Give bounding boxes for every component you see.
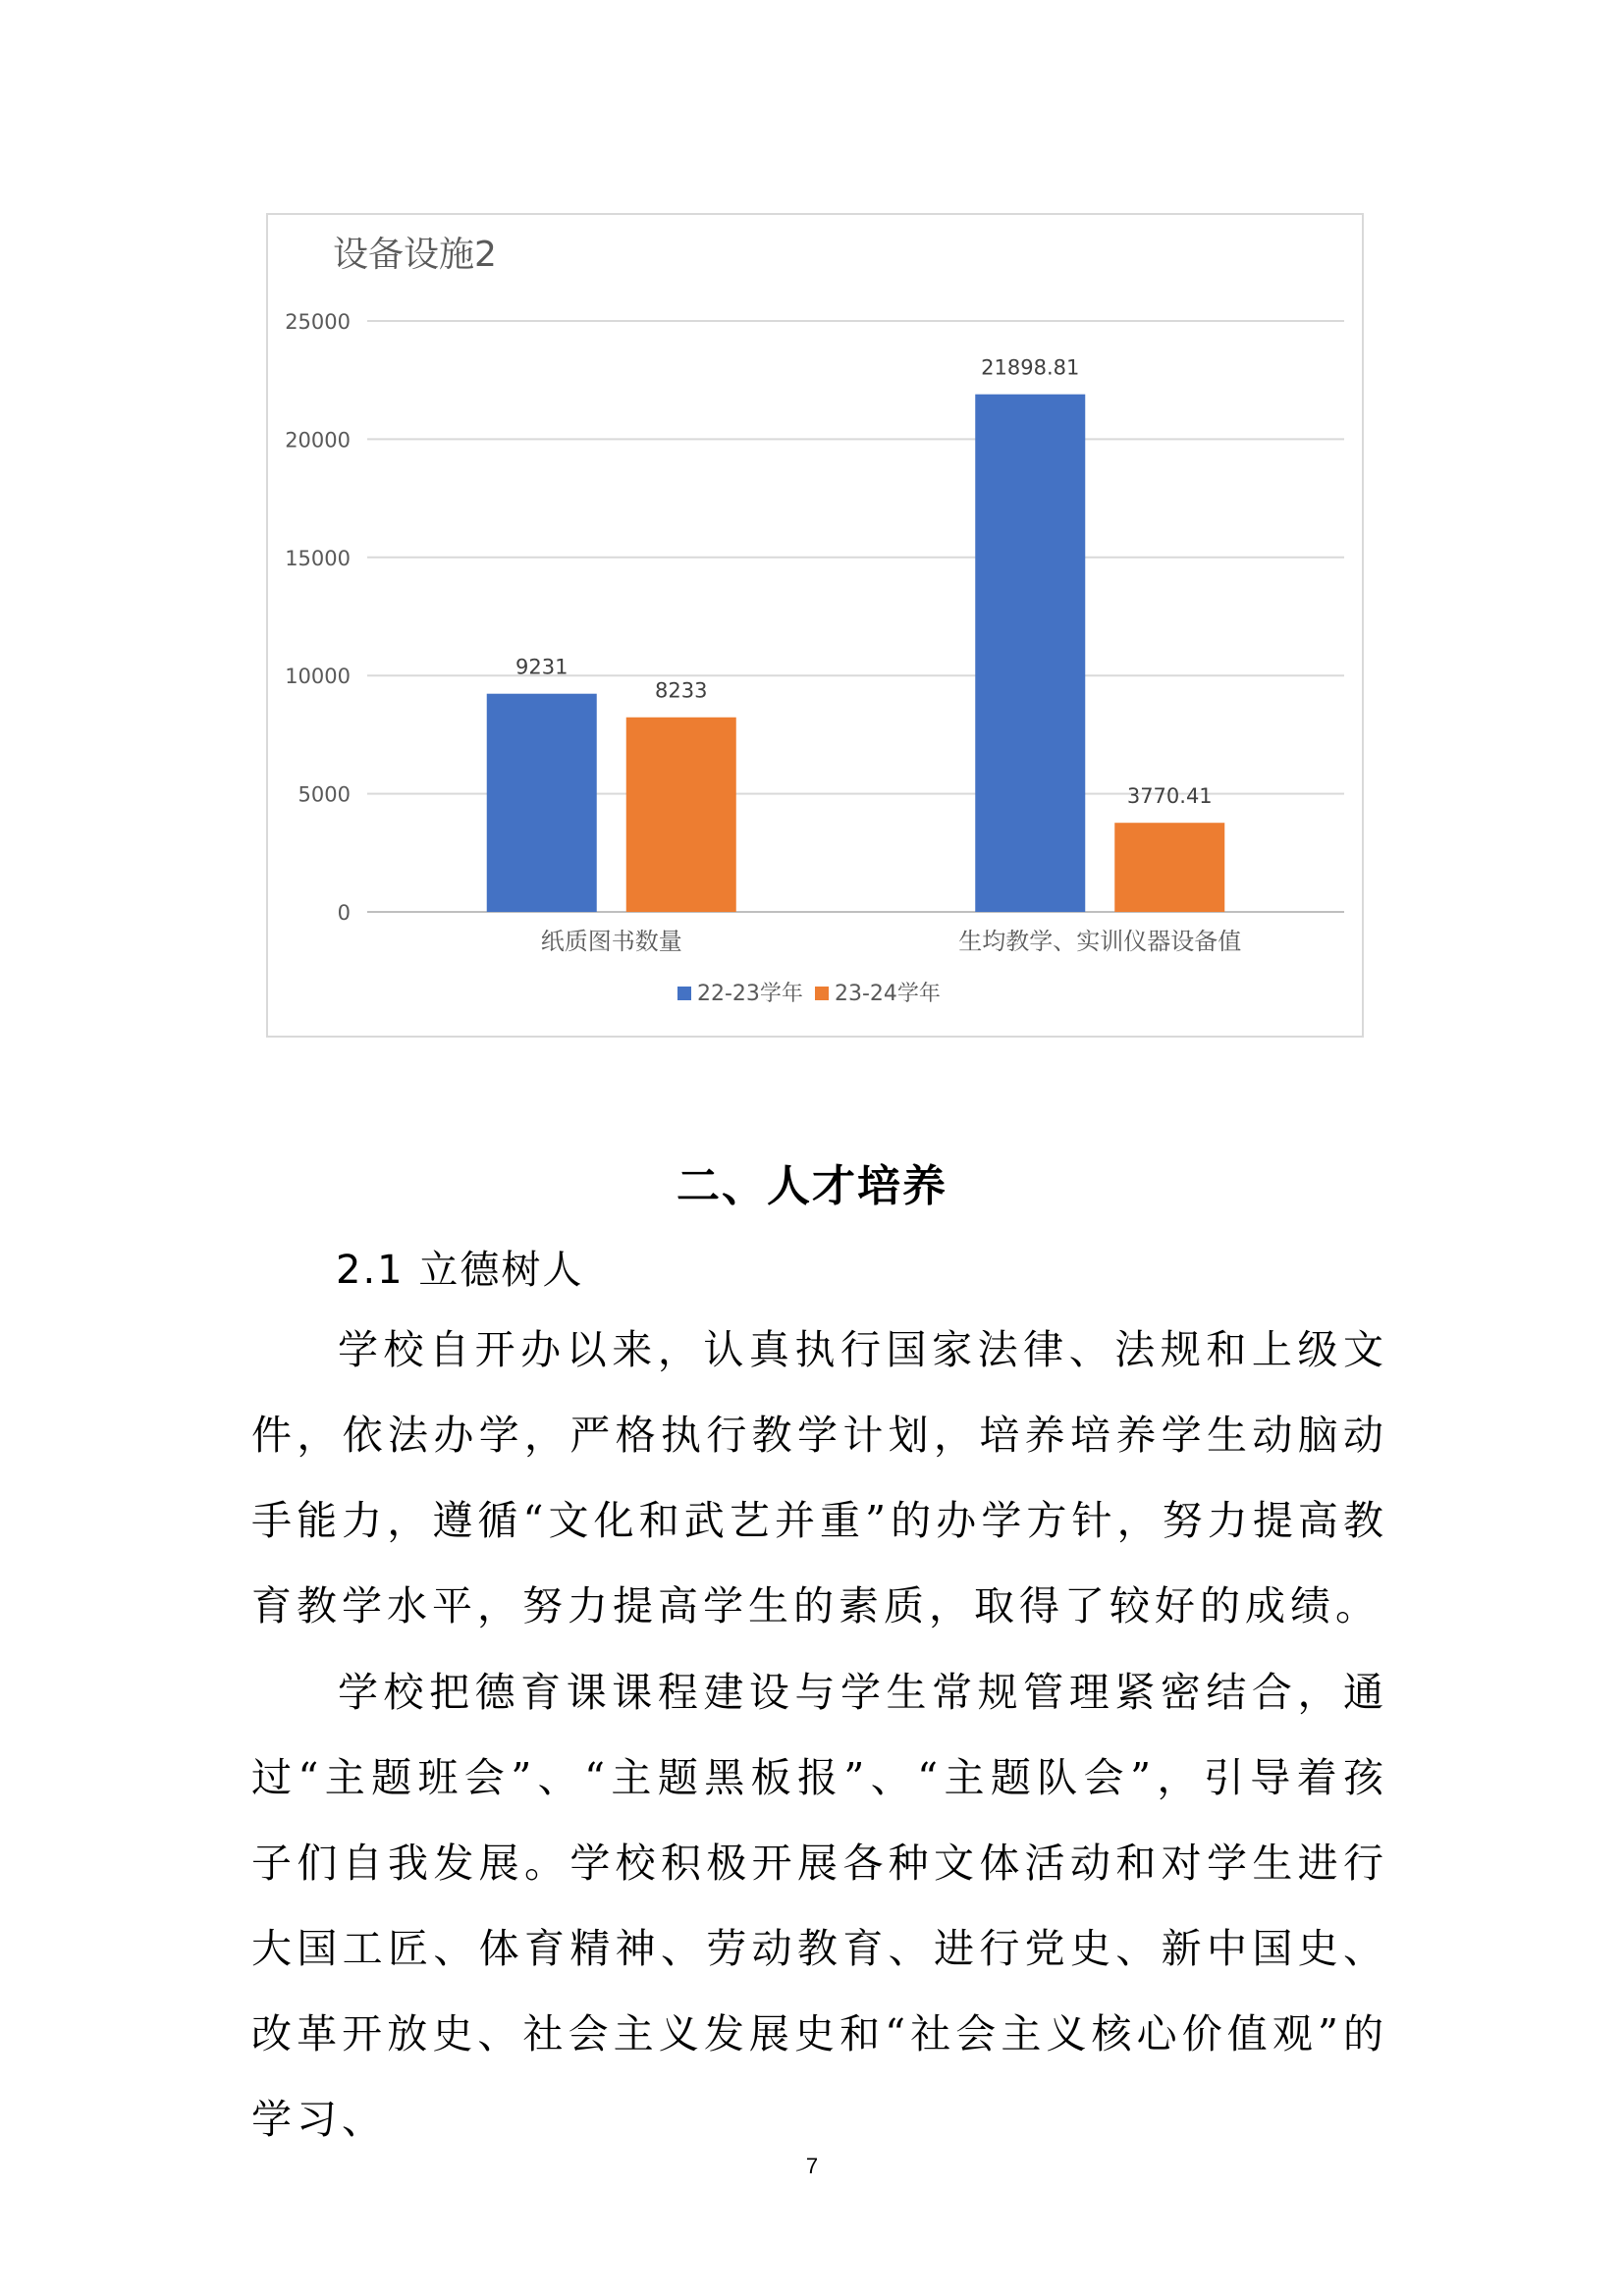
paragraph-1: 学校自开办以来，认真执行国家法律、法规和上级文件，依法办学，严格执行教学计划，培养培养学生动脑动手能力，遵循“文化和武艺并重”的办学方针，努力提高教育教学水平，努力提高学生的素质，取得了较好的成绩。 [251, 1326, 1388, 1629]
data-label: 9231 [515, 655, 568, 679]
x-category-label: 纸质图书数量 [540, 928, 682, 955]
legend-swatch [815, 987, 829, 1000]
data-label: 8233 [655, 678, 708, 703]
data-label: 3770.41 [1126, 784, 1213, 809]
bar-chart [268, 215, 1362, 1036]
legend-label: 23-24学年 [835, 982, 941, 1006]
legend-label: 22-23学年 [697, 982, 803, 1006]
bar [487, 694, 597, 912]
y-tick-label: 0 [337, 901, 351, 925]
page-number: 7 [805, 2154, 819, 2178]
y-tick-label: 15000 [285, 546, 351, 570]
y-tick-label: 20000 [285, 428, 351, 453]
chart-title: 设备设施2 [333, 235, 497, 275]
paragraph-2: 学校把德育课课程建设与学生常规管理紧密结合，通过“主题班会”、“主题黑板报”、“主题队会”，引导着孩子们自我发展。学校积极开展各种文体活动和对学生进行大国工匠、体育精神、劳动教育、进行党史、新中国史、改革开放史、社会主义发展史和“社会主义核心价值观”的学习、 [251, 1669, 1388, 2143]
bar [975, 395, 1085, 912]
section-title: 二、人才培养 [677, 1161, 947, 1211]
legend-swatch [677, 987, 691, 1000]
y-tick-label: 5000 [298, 782, 351, 807]
y-tick-label: 25000 [285, 310, 351, 334]
bar [626, 718, 736, 912]
x-category-label: 生均教学、实训仪器设备值 [958, 928, 1242, 955]
data-label: 21898.81 [981, 355, 1080, 380]
subsection-title: 2.1 立德树人 [336, 1248, 584, 1293]
y-tick-label: 10000 [285, 665, 351, 689]
chart-container [266, 213, 1364, 1038]
bar [1114, 823, 1224, 912]
